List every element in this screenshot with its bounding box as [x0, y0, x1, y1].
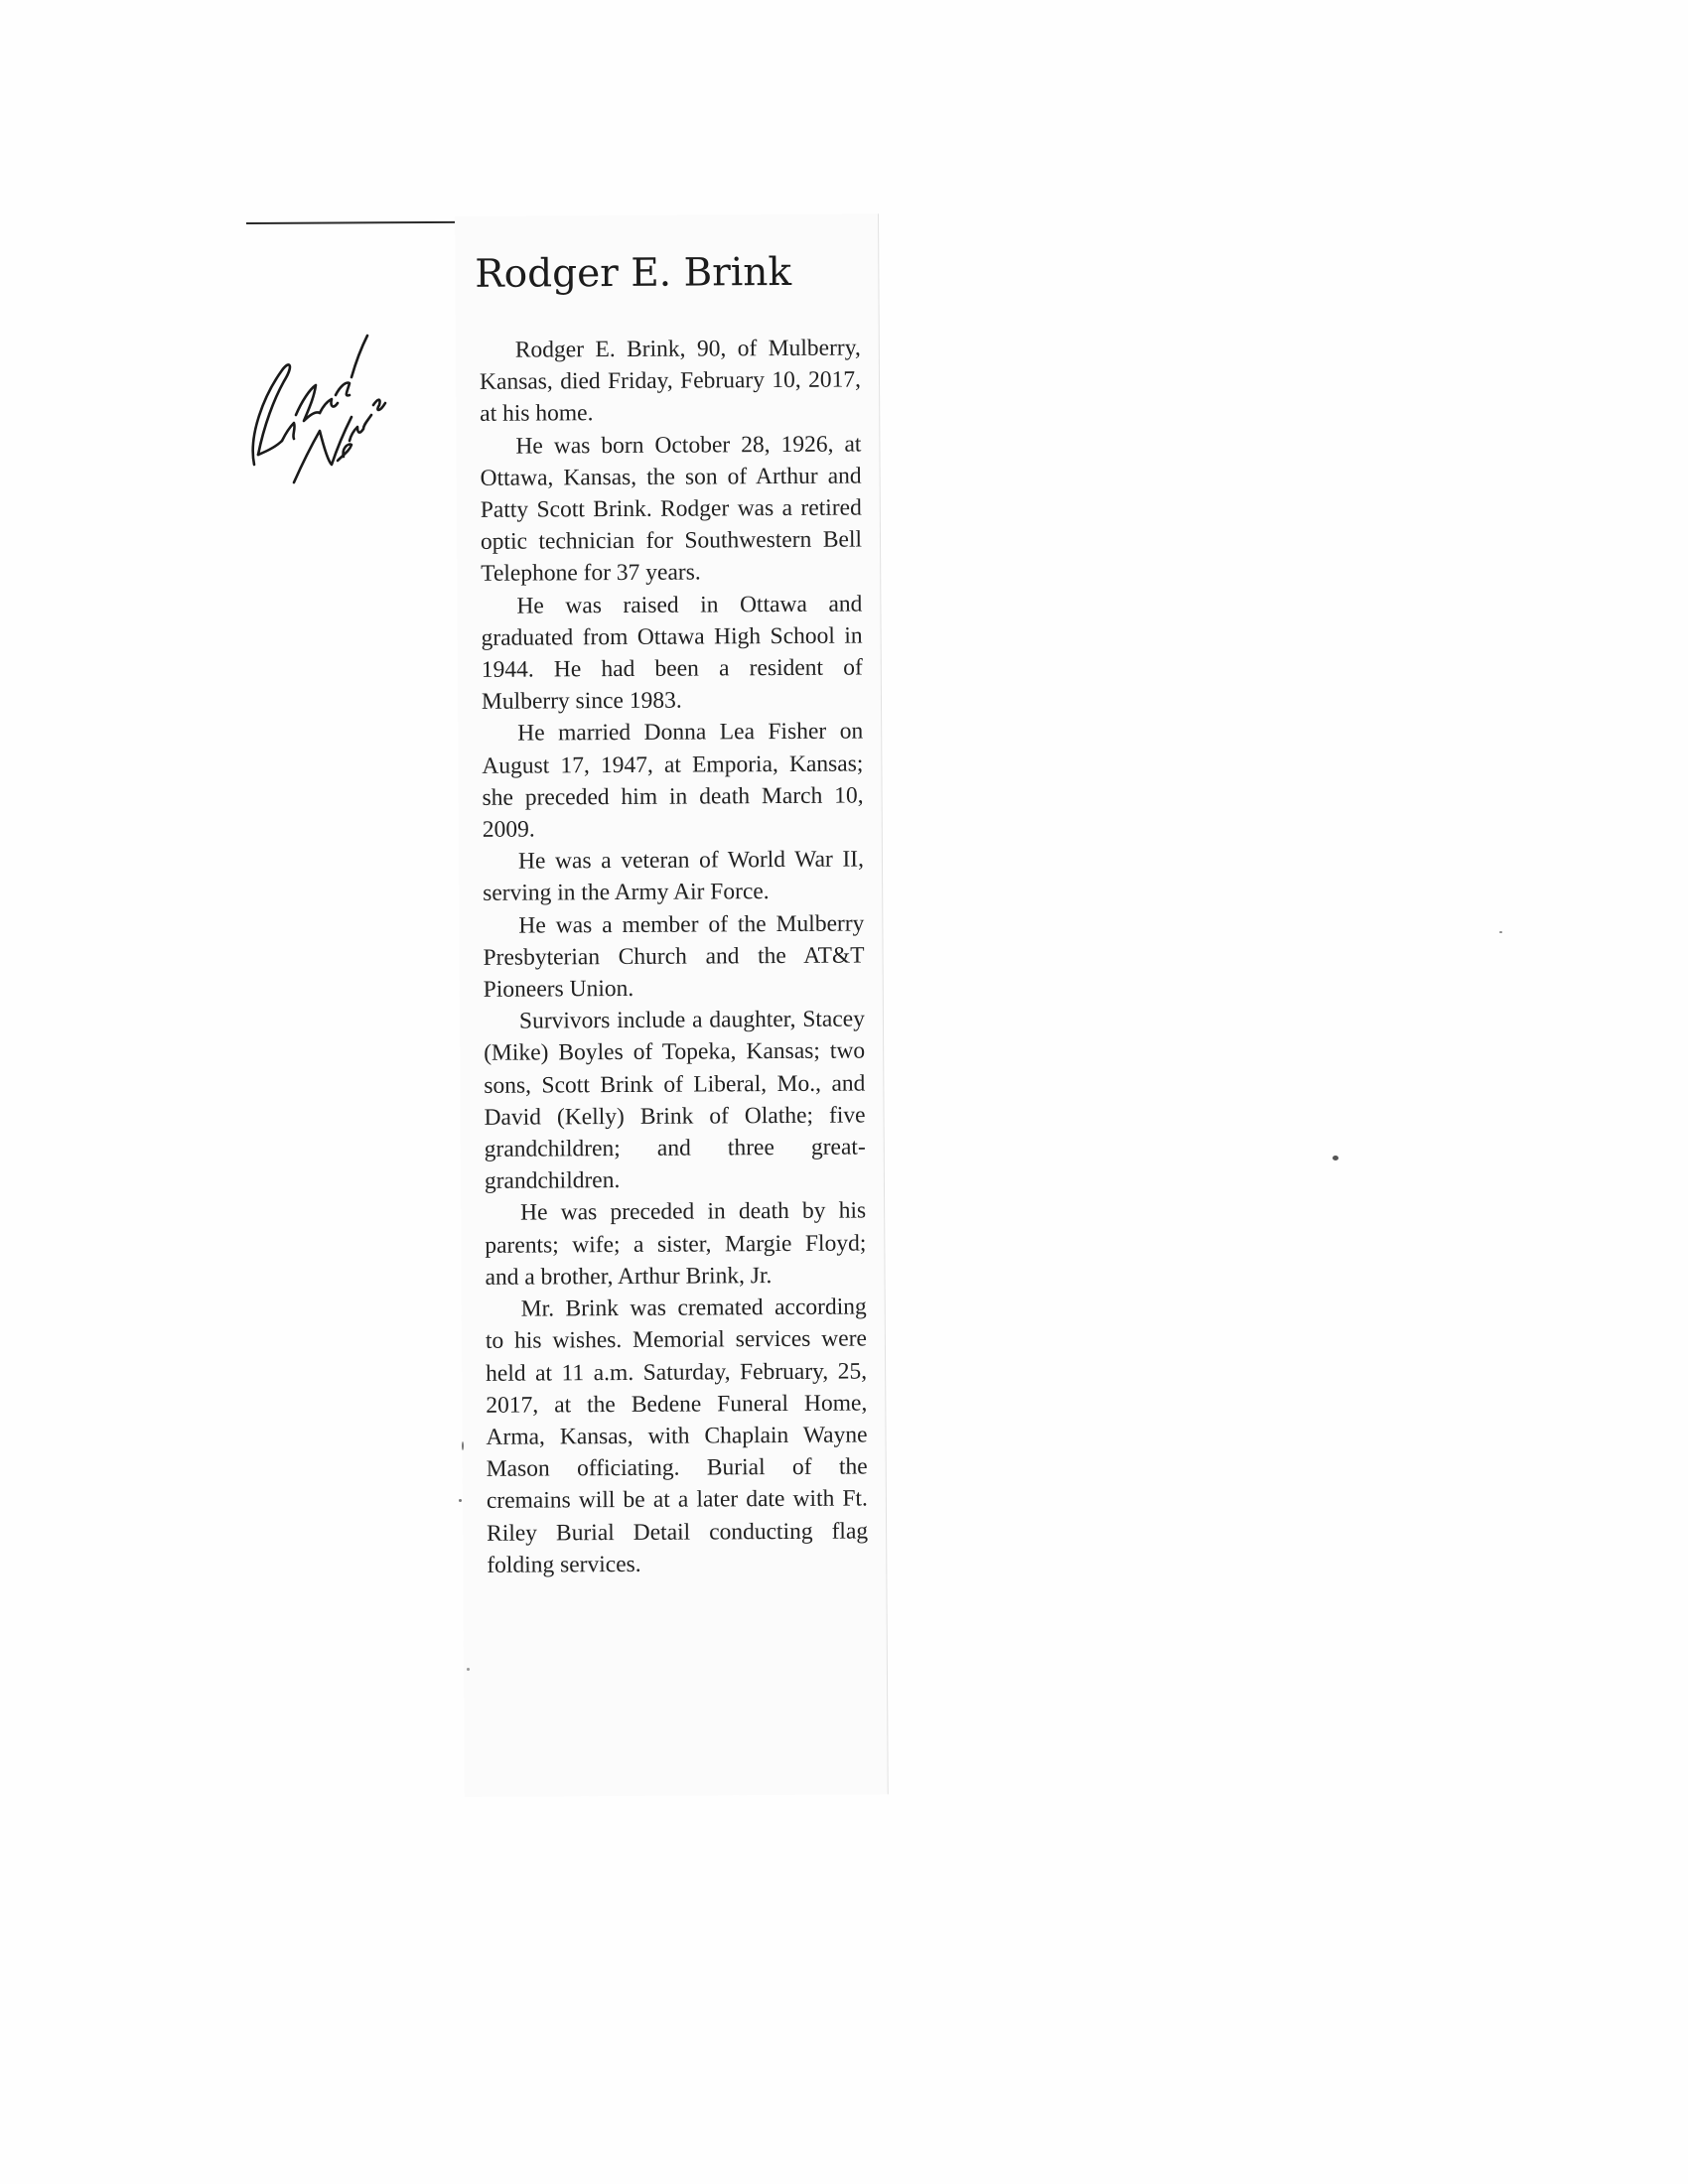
scan-speck — [1499, 931, 1502, 933]
obituary-paragraph: Rodger E. Brink, 90, of Mulberry, Kansas, died Friday, February 10, 2017, at his home. — [479, 335, 862, 428]
obituary-paragraph: He married Donna Lea Fisher on August 17, 1947, at Emporia, Kansas; she preceded him in death March 10, 2009. — [482, 718, 864, 843]
obituary-paragraph: He was preceded in death by his parents; wife; a sister, Margie Floyd; and a brother, Arthur Brink, Jr. — [485, 1197, 867, 1291]
obituary-paragraph: Mr. Brink was cremated according to his wishes. Memorial services were held at 11 a.m. Saturday, February, 25, 2017, at the Bedene Funeral Home, Arma, Kansas, with Chaplain Wayne Mason officiating. Burial of the cremains will be at a later date with Ft. Riley Burial Detail conducting flag folding services. — [485, 1294, 869, 1578]
scan-speck — [462, 1441, 464, 1450]
obituary-clipping — [455, 213, 889, 1797]
obituary-paragraph: He was a member of the Mulberry Presbyterian Church and the AT&T Pioneers Union. — [483, 910, 865, 1003]
obituary-paragraph: He was raised in Ottawa and graduated from Ottawa High School in 1944. He had been a resident of Mulberry since 1983. — [481, 591, 863, 716]
obituary-paragraph: He was a veteran of World War II, serving in the Army Air Force. — [483, 846, 865, 907]
obituary-body — [480, 333, 869, 1581]
obituary-paragraph: Survivors include a daughter, Stacey (Mike) Boyles of Topeka, Kansas; two sons, Scott Brink of Liberal, Mo., and David (Kelly) Brink of Olathe; five grandchildren; and three great-grandchildren. — [484, 1006, 866, 1195]
scan-speck — [1333, 1156, 1338, 1160]
obituary-paragraph: He was born October 28, 1926, at Ottawa, Kansas, the son of Arthur and Patty Scott Brink. Rodger was a retired optic technician for Southwestern Bell Telephone for 37 years. — [480, 431, 863, 588]
obituary-headline: Rodger E. Brink — [475, 249, 792, 297]
scan-speck — [459, 1499, 462, 1502]
handwritten-note-liberal-news — [224, 316, 403, 494]
scan-speck — [467, 1668, 470, 1671]
